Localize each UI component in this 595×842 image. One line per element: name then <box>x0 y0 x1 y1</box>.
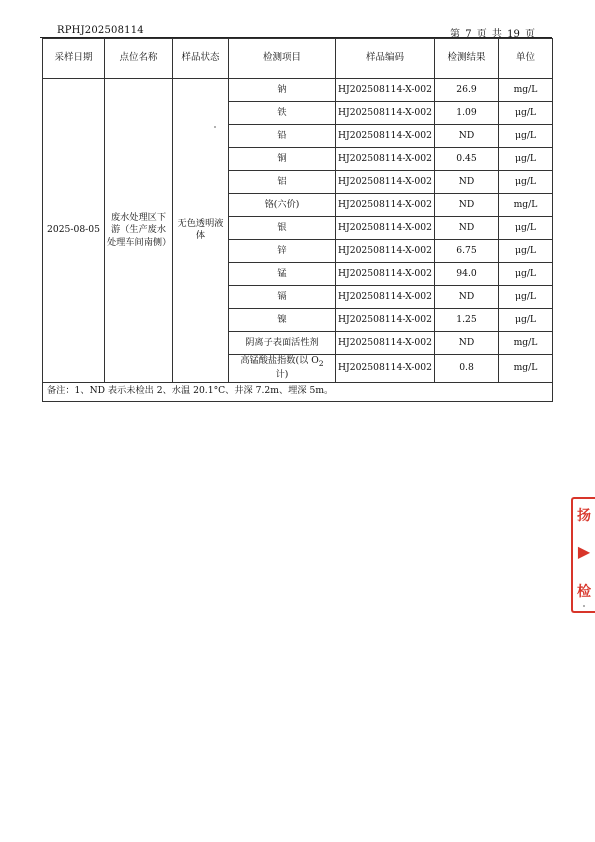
item-cell: 镍 <box>229 309 336 332</box>
item-cell <box>229 355 336 383</box>
item-cell: 铝 <box>229 171 336 194</box>
code-cell: HJ202508114-X-002 <box>336 263 435 286</box>
stamp-arrow-icon: ▶ <box>577 542 591 561</box>
code-cell: HJ202508114-X-002 <box>336 125 435 148</box>
result-cell: ND <box>435 217 499 240</box>
code-cell: HJ202508114-X-002 <box>336 171 435 194</box>
result-cell: 1.25 <box>435 309 499 332</box>
item-cell: 锌 <box>229 240 336 263</box>
stamp-char-bottom: 检 <box>577 584 591 600</box>
item-main-text: 高锰酸盐指数(以 O <box>240 355 319 366</box>
col-result: 检测结果 <box>435 39 499 79</box>
code-cell: HJ202508114-X-002 <box>336 79 435 102</box>
result-cell: 0.8 <box>435 355 499 383</box>
note-row <box>43 382 553 401</box>
code-cell: HJ202508114-X-002 <box>336 309 435 332</box>
results-table <box>42 38 553 402</box>
result-cell: ND <box>435 332 499 355</box>
location-cell: 废水处理区下游（生产废水处理车间南侧） <box>105 79 173 383</box>
table-row <box>43 79 553 102</box>
item-tail-text: 计) <box>275 369 289 381</box>
item-cell: 镉 <box>229 286 336 309</box>
col-sample-code: 样品编码 <box>336 39 435 79</box>
result-cell: ND <box>435 125 499 148</box>
result-cell: 26.9 <box>435 79 499 102</box>
unit-cell: μg/L <box>499 125 553 148</box>
item-cell: 铬(六价) <box>229 194 336 217</box>
result-cell: ND <box>435 194 499 217</box>
unit-cell: μg/L <box>499 217 553 240</box>
unit-cell: mg/L <box>499 332 553 355</box>
code-cell: HJ202508114-X-002 <box>336 286 435 309</box>
col-sample-state: 样品状态 <box>173 39 229 79</box>
item-cell: 铅 <box>229 125 336 148</box>
result-cell: 1.09 <box>435 102 499 125</box>
unit-cell: μg/L <box>499 309 553 332</box>
page-indicator: 第 7 页 共 19 页 <box>450 29 535 40</box>
code-cell: HJ202508114-X-002 <box>336 217 435 240</box>
unit-cell: mg/L <box>499 355 553 383</box>
item-cell: 钠 <box>229 79 336 102</box>
code-cell: HJ202508114-X-002 <box>336 148 435 171</box>
item-cell: 铜 <box>229 148 336 171</box>
item-cell: 阴离子表面活性剂 <box>229 332 336 355</box>
seal-stamp <box>571 497 595 613</box>
unit-cell: μg/L <box>499 102 553 125</box>
item-cell: 铁 <box>229 102 336 125</box>
code-cell: HJ202508114-X-002 <box>336 102 435 125</box>
unit-cell: μg/L <box>499 148 553 171</box>
table-header-row <box>43 39 553 79</box>
col-test-item: 检测项目 <box>229 39 336 79</box>
item-cell: 锰 <box>229 263 336 286</box>
code-cell: HJ202508114-X-002 <box>336 194 435 217</box>
unit-cell: μg/L <box>499 171 553 194</box>
code-cell: HJ202508114-X-002 <box>336 332 435 355</box>
unit-cell: μg/L <box>499 286 553 309</box>
code-cell: HJ202508114-X-002 <box>336 355 435 383</box>
result-cell: ND <box>435 286 499 309</box>
result-cell: 6.75 <box>435 240 499 263</box>
unit-cell: μg/L <box>499 263 553 286</box>
col-unit: 单位 <box>499 39 553 79</box>
unit-cell: mg/L <box>499 194 553 217</box>
col-location: 点位名称 <box>105 39 173 79</box>
result-cell: 94.0 <box>435 263 499 286</box>
sample-date-cell: 2025-08-05 <box>43 79 105 383</box>
unit-cell: μg/L <box>499 240 553 263</box>
col-sample-date: 采样日期 <box>43 39 105 79</box>
code-cell: HJ202508114-X-002 <box>336 240 435 263</box>
unit-cell: mg/L <box>499 79 553 102</box>
remarks: 备注：1、ND 表示未检出 2、水温 20.1°C、井深 7.2m、埋深 5m。 <box>43 382 553 401</box>
item-subscript: 2 <box>318 358 324 368</box>
sample-state-cell: 无色透明液体 <box>173 79 229 383</box>
report-number: RPHJ202508114 <box>57 25 144 36</box>
item-cell: 银 <box>229 217 336 240</box>
result-cell: 0.45 <box>435 148 499 171</box>
stamp-char-top: 扬 <box>577 508 591 524</box>
result-cell: ND <box>435 171 499 194</box>
scan-speck <box>214 126 216 128</box>
